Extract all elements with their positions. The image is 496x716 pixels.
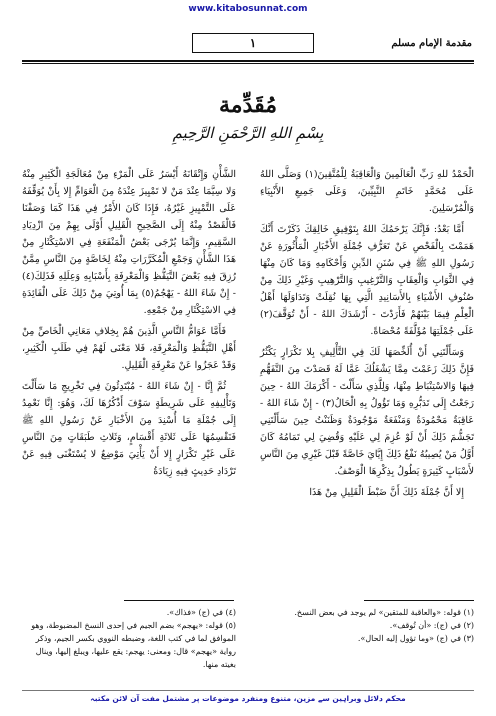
site-url[interactable]: www.kitabosunnat.com bbox=[188, 4, 308, 14]
page-number: ١ bbox=[192, 33, 314, 53]
bottom-rule bbox=[22, 690, 474, 691]
footnote-rule bbox=[124, 600, 234, 601]
paragraph: وَسَأَلْتَنِي أَنْ أُلَخِّصَهَا لَكَ فِي التَّأْلِيفِ بِلا تَكْرَارٍ يَكْثُرُ فَإِنَّ ذَلِكَ زَعَمْتَ مِمَّا يَشْغَلُكَ عَمَّا لَهُ قَصَدْتَ مِنَ التَّفَهُّمِ فِيهَا وَالاسْتِنْبَاطِ مِنْهَا، وَلِلَّذِي سَأَلْتَ - أَكْرَمَكَ اللهُ - حِينَ رَجَعْتُ إِلَى تَدَبُّرِهِ وَمَا تَؤُولُ بِهِ الْحَالُ(٣) - إِنْ شَاءَ اللهُ - عَاقِبَةٌ مَحْمُودَةٌ وَمَنْفَعَةٌ مَوْجُودَةٌ وَظَنَنْتُ حِينَ سَأَلْتَنِي تَجَشُّمَ ذَلِكَ أَنْ لَوْ عُزِمَ لِي عَلَيْهِ وَقُضِيَ لِي تَمَامُهُ كَانَ أَوَّلُ مَنْ يُصِيبُهُ نَفْعُ ذَلِكَ إِيَّايَ خَاصَّةً قَبْلَ غَيْرِي مِنَ النَّاسِ لأَسْبَابٍ كَثِيرَةٍ يَطُولُ بِذِكْرِهَا الْوَصْفُ. bbox=[260, 347, 474, 477]
bottom-banner: محکم دلائل وبراہین سے مزین، متنوع ومنفرد موضوعات پر مشتمل مفت آن لائن مکتبہ bbox=[90, 694, 406, 703]
footnote-rule bbox=[364, 600, 474, 601]
paragraph: أَمَّا بَعْدُ: فَإِنَّكَ يَرْحَمُكَ اللهُ بِتَوْفِيقِ خَالِقِكَ ذَكَرْتَ أَنَّكَ هَمَمْتَ بِالْفَحْصِ عَنْ تَعَرُّفِ جُمْلَةِ الأَخْبَارِ الْمَأْثُورَةِ عَنْ رَسُولِ اللهِ ﷺ فِي سُنَنِ الدِّينِ وَأَحْكَامِهِ وَمَا كَانَ مِنْهَا فِي الثَّوَابِ وَالْعِقَابِ وَالتَّرْغِيبِ وَالتَّرْهِيبِ وَغَيْرِ ذَلِكَ مِنْ صُنُوفِ الأَشْيَاءِ بِالأَسَانِيدِ الَّتِي بِهَا نُقِلَتْ وَتَدَاوَلَهَا أَهْلُ الْعِلْمِ فِيمَا بَيْنَهُمْ فَأَرَدْتَ - أَرْشَدَكَ اللهُ - أَنْ تُوَقَّفَ(٢) عَلَى جُمْلَتِهَا مُؤَلَّفَةً مُحْصَاةً. bbox=[260, 224, 474, 337]
paragraph: ثُمَّ إِنَّا - إِنْ شَاءَ اللهُ - مُبْتَدِئُونَ فِي تَخْرِيجِ مَا سَأَلْتَ وَتَأْلِيفِهِ عَلَى شَرِيطَةٍ سَوْفَ أَذْكُرُهَا لَكَ، وَهُوَ: إِنَّا نَعْمِدُ إِلَى جُمْلَةِ مَا أُسْنِدَ مِنَ الأَخْبَارِ عَنْ رَسُولِ اللهِ ﷺ فَنَقْسِمُهَا عَلَى ثَلاثَةِ أَقْسَامٍ، وَثَلاثِ طَبَقَاتٍ مِنَ النَّاسِ عَلَى غَيْرِ تَكْرَارٍ إِلا أَنْ يَأْتِيَ مَوْضِعٌ لا يُسْتَغْنَى فِيهِ عَنْ تَرْدَادِ حَدِيثٍ فِيهِ زِيَادَةُ bbox=[22, 381, 236, 477]
paragraph: الشَّأْنِ وَإِتْقَانَهُ أَيْسَرُ عَلَى الْمَرْءِ مِنْ مُعَالَجَةِ الْكَثِيرِ مِنْهُ وَلا سِيَّمَا عِنْدَ مَنْ لا تَمْيِيزَ عِنْدَهُ مِنَ الْعَوَامِّ إِلا بِأَنْ يُوَقِّفَهُ عَلَى التَّمْيِيزِ غَيْرُهُ، فَإِذَا كَانَ الأَمْرُ فِي هَذَا كَمَا وَصَفْنَا فَالْقَصْدُ مِنْهُ إِلَى الصَّحِيحِ الْقَلِيلِ أَوْلَى بِهِمْ مِنَ ازْدِيَادِ السَّقِيمِ، وَإِنَّمَا يُرْجَى بَعْضُ الْمَنْفَعَةِ فِي الاسْتِكْثَارِ مِنْ هَذَا الشَّأْنِ وَجَمْعِ الْمُكَرَّرَاتِ مِنْهُ لِخَاصَّةٍ مِنَ النَّاسِ مِمَّنْ رُزِقَ فِيهِ بَعْضَ التَّيَقُّظِ وَالْمَعْرِفَةِ بِأَسْبَابِهِ وَعِلَلِهِ فَذَلِكَ(٤) - إِنْ شَاءَ اللهُ - يَهْجُمُ(٥) بِمَا أُوتِيَ مِنْ ذَلِكَ عَلَى الْفَائِدَةِ فِي الاسْتِكْثَارِ مِنْ جَمْعِهِ. bbox=[22, 169, 236, 316]
header-rule bbox=[22, 60, 474, 62]
paragraph: فَأَمَّا عَوَامُّ النَّاسِ الَّذِينَ هُمْ بِخِلافِ مَعَانِي الْخَاصِّ مِنْ أَهْلِ التَّيَقُّظِ وَالْمَعْرِفَةِ، فَلا مَعْنَى لَهُمْ فِي طَلَبِ الْكَثِيرِ، وَقَدْ عَجَزُوا عَنْ مَعْرِفَةِ الْقَلِيلِ. bbox=[22, 326, 236, 371]
footnote: (٣) في (ج) «وما تؤول إليه الحال». bbox=[357, 634, 474, 643]
header-rule-thin bbox=[22, 63, 474, 64]
footnote: (١) قوله: «والعاقبة للمتقين» لم يوجد في بعض النسخ. bbox=[294, 608, 474, 617]
basmala: بِسْمِ اللهِ الرَّحْمَنِ الرَّحِيمِ bbox=[172, 124, 324, 142]
footnote: (٢) في (ج): «أن تُوقف». bbox=[389, 621, 474, 630]
left-column bbox=[22, 166, 236, 484]
paragraph: إِلا أَنَّ جُمْلَةَ ذَلِكَ أَنَّ ضَبْطَ الْقَلِيلِ مِنْ هَذَا bbox=[309, 487, 464, 498]
footnote: (٤) في (ج) «فذاك». bbox=[166, 608, 236, 617]
footnotes-left bbox=[22, 606, 236, 671]
book-title: مقدمة الإمام مسلم bbox=[391, 37, 472, 49]
footnotes-right bbox=[260, 606, 474, 645]
right-column bbox=[260, 166, 474, 505]
chapter-title: مُقَدِّمة bbox=[218, 92, 278, 118]
page-header bbox=[22, 30, 474, 56]
footnote: (٥) قوله: «يهجم» بضم الجيم في إحدى النسخ المضبوطة، وهو الموافق لما في كتب اللغة، وضبطه النووي بكسر الجيم، وذكر رواية «يهجم» قال: ومعنى: يهجم: يقع عليها، ويبلغ إليها، وينال بغيته منها. bbox=[31, 621, 236, 669]
paragraph: الْحَمْدُ للهِ رَبِّ الْعَالَمِينَ وَالْعَاقِبَةُ لِلْمُتَّقِينَ(١) وَصَلَّى اللهُ عَلَى مُحَمَّدٍ خَاتَمِ النَّبِيِّينَ، وَعَلَى جَمِيعِ الأَنْبِيَاءِ وَالْمُرْسَلِينَ. bbox=[260, 169, 474, 214]
